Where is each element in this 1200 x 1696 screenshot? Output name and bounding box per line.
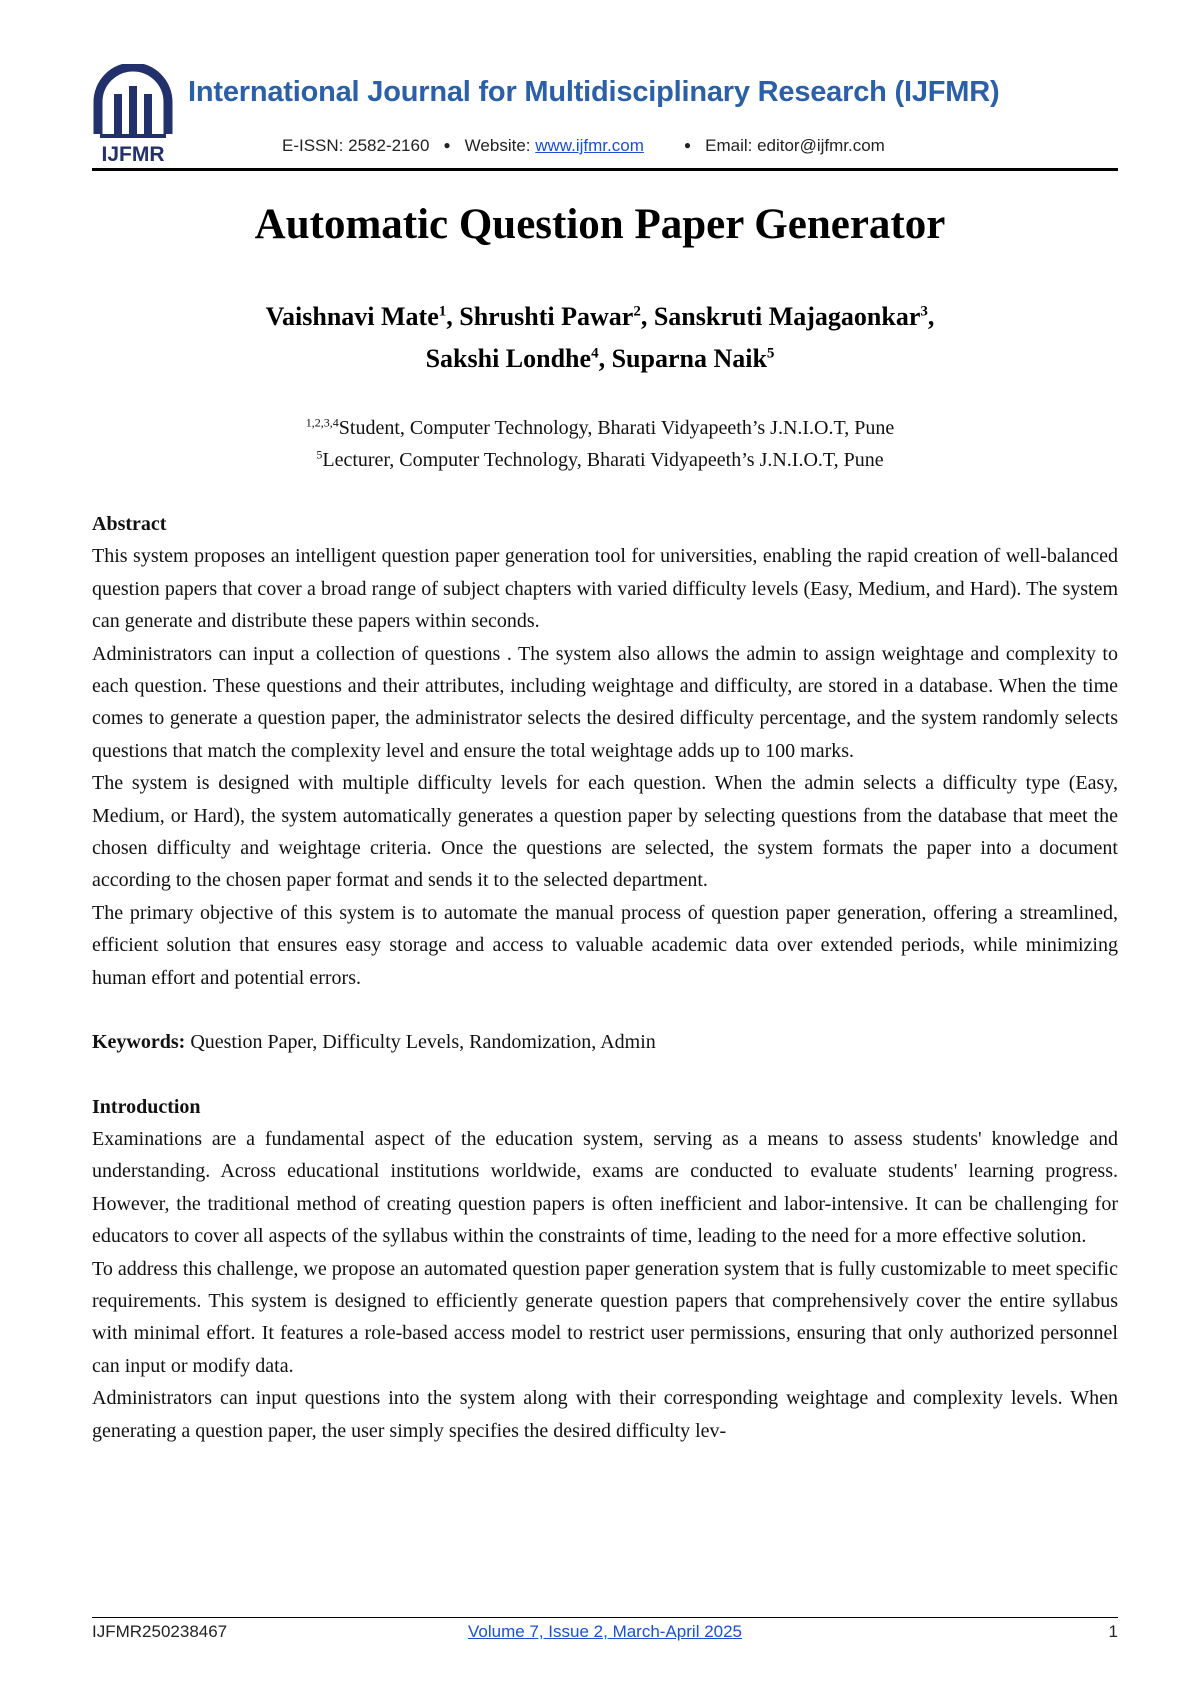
header-divider	[92, 168, 1118, 171]
journal-header	[92, 60, 1118, 172]
affiliation-line	[0, 444, 1200, 476]
author-sup: 4	[591, 345, 599, 362]
page-footer	[92, 1622, 1118, 1648]
author-sup: 2	[633, 303, 641, 320]
author-list	[0, 296, 1200, 380]
website-label: Website:	[464, 136, 531, 155]
journal-info-line	[282, 136, 1122, 156]
abstract-heading: Abstract	[92, 513, 167, 535]
author-sup: 1	[438, 303, 447, 320]
bullet-separator: ●	[443, 138, 451, 152]
introduction-paragraph: To address this challenge, we propose an automated question paper generation system that is fully customizable to meet specific requirements. This system is designed to efficiently generate question papers that comprehensively cover the entire syllabus with minimal effort. It features a role-based access model to restrict user permissions, ensuring that only authorized personnel can input or modify data.	[92, 1257, 1118, 1377]
author-name: Sakshi Londhe	[425, 344, 592, 373]
paper-body	[92, 508, 1118, 1447]
author-line-1: Vaishnavi Mate$^1$, Shrushti Pawar$^2$, Sanskruti Majagaonkar$^3$,	[265, 302, 935, 331]
email: Email: editor@ijfmr.com	[705, 136, 885, 155]
affiliations	[0, 412, 1200, 476]
affiliation-text: Student, Computer Technology, Bharati Vidyapeeth’s J.N.I.O.T, Pune	[338, 417, 895, 439]
abstract-paragraph: Administrators can input a collection of questions . The system also allows the admin to assign weightage and complexity to each question. These questions and their attributes, including weightage and difficulty, are stored in a database. When the time comes to generate a question paper, the administrator selects the desired difficulty percentage, and the system randomly selects questions that match the complexity level and ensure the total weightage adds up to 100 marks.	[92, 642, 1118, 762]
keywords-label: Keywords:	[92, 1031, 186, 1054]
introduction-heading: Introduction	[92, 1095, 201, 1118]
author-sup: 5	[766, 345, 775, 362]
logo-text: IJFMR	[101, 143, 165, 166]
footer-divider	[92, 1617, 1118, 1618]
page-number: 1	[1108, 1622, 1118, 1641]
issn: E-ISSN: 2582-2160	[282, 136, 430, 155]
abstract-paragraph: This system proposes an intelligent question paper generation tool for universities, enabling the rapid creation of well-balanced question papers that cover a broad range of subject chapters with varied difficulty levels (Easy, Medium, and Hard). The system can generate and distribute these papers within seconds.	[92, 545, 1118, 633]
author-line-2: Sakshi Londhe$^4$, Suparna Naik$^5$	[425, 344, 775, 373]
author-sup: 3	[920, 303, 928, 320]
affiliation-text: Lecturer, Computer Technology, Bharati Vidyapeeth’s J.N.I.O.T, Pune	[322, 449, 884, 471]
author-name: Sanskruti Majagaonkar	[653, 302, 921, 331]
abstract-paragraph: The primary objective of this system is to automate the manual process of question paper generation, offering a streamlined, efficient solution that ensures easy storage and access to valuable academic data over extended periods, while minimizing human effort and potential errors.	[92, 901, 1118, 989]
paper-id: IJFMR250238467	[92, 1622, 228, 1641]
bullet-separator: ●	[683, 138, 692, 152]
affiliation-sup: 1,2,3,4	[305, 415, 339, 430]
author-name: Suparna Naik	[611, 344, 767, 373]
journal-name: International Journal for Multidisciplinary Research	[188, 76, 887, 108]
author-name: Shrushti Pawar	[459, 302, 634, 331]
ijfmr-logo-icon	[92, 64, 174, 166]
introduction-paragraph: Administrators can input questions into the system along with their corresponding weightage and complexity levels. When generating a question paper, the user simply specifies the desired difficulty lev-	[92, 1387, 1118, 1442]
affiliation-line	[0, 412, 1200, 444]
volume-container	[92, 1622, 1118, 1642]
website-link[interactable]: www.ijfmr.com	[535, 136, 644, 155]
author-name: Vaishnavi Mate	[265, 302, 439, 331]
affiliation-sup: 5	[316, 447, 323, 462]
journal-abbr: (IJFMR)	[894, 76, 1000, 108]
paper-title: Automatic Question Paper Generator	[254, 201, 946, 248]
keywords-text: Question Paper, Difficulty Levels, Randomization, Admin	[190, 1031, 656, 1054]
journal-title	[188, 76, 1128, 109]
volume-link[interactable]: Volume 7, Issue 2, March-April 2025	[467, 1622, 743, 1641]
introduction-paragraph: Examinations are a fundamental aspect of the education system, serving as a means to assess students' knowledge and understanding. Across educational institutions worldwide, exams are conducted to evaluate students' learning progress. However, the traditional method of creating question papers is often inefficient and labor-intensive. It can be challenging for educators to cover all aspects of the syllabus within the constraints of time, leading to the need for a more effective solution.	[92, 1127, 1118, 1248]
abstract-paragraph: The system is designed with multiple difficulty levels for each question. When the admin selects a difficulty type (Easy, Medium, or Hard), the system automatically generates a question paper by selecting questions from the database that meet the chosen difficulty and weightage criteria. Once the questions are selected, the system formats the paper into a document according to the chosen paper format and sends it to the selected department.	[92, 772, 1118, 892]
keywords	[92, 1026, 1118, 1058]
